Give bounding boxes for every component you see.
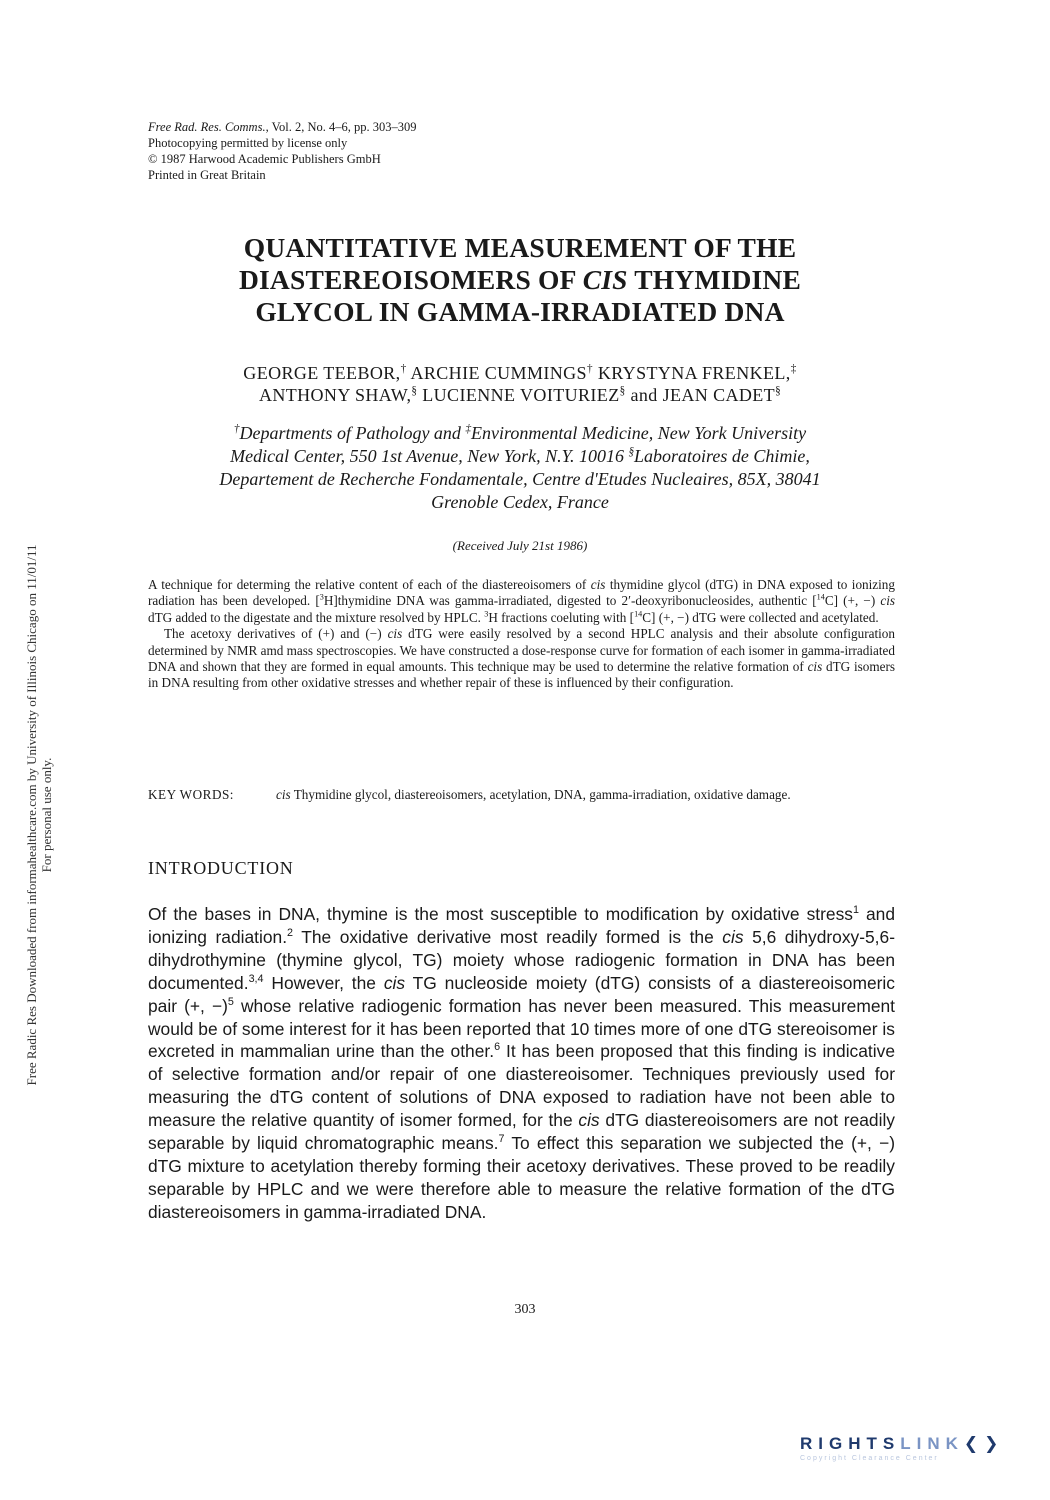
abstract-paragraph-2: The acetoxy derivatives of (+) and (−) cis dTG were easily resolved by a second HPLC analysis and their absolute configuration determined by NMR amd mass spectroscopies. We have constructed a dose-response curve for formation of each isomer in gamma-irradiated DNA and shown that they are formed in equal amounts. This technique may be used to determine the relative formation of cis dTG isomers in DNA resulting from other oxidative stresses and whether repair of these is influenced by their configuration. [148,626,895,691]
rightslink-arrow-icon: ❮❯ [963,1434,1005,1453]
watermark-line-1: Free Radic Res Downloaded from informahealthcare.com by University of Illinois Chicago on 11/01/11 [24,544,39,1086]
watermark-line-2: For personal use only. [39,757,54,873]
abstract [148,577,895,692]
author-cummings: ARCHIE CUMMINGS [406,363,587,383]
keywords-label: KEY WORDS: [148,787,234,802]
header-printed: Printed in Great Britain [148,168,266,182]
author-list: GEORGE TEEBOR,† ARCHIE CUMMINGS† KRYSTYNA FRENKEL,‡ ANTHONY SHAW,§ LUCIENNE VOITURIEZ§ and JEAN CADET§ [243,363,797,405]
abstract-paragraph-1: A technique for determing the relative content of each of the diastereoisomers of cis thymidine glycol (dTG) in DNA exposed to ionizing radiation has been developed. [$^3$H]thymidine DNA was gamma-irradiated, digested to 2′-deoxyribonucleosides, authentic [$^{14}$C] (+, −) cis dTG added to the digestate and the mixture resolved by HPLC. $^3$H fractions coeluting with [$^{14}$C] (+, −) dTG were collected and acetylated. [148,577,895,625]
page-number: 303 [514,1302,536,1317]
title-line-2: DIASTEREOISOMERS OF CIS THYMIDINE [238,264,802,295]
rightslink-logo: RIGHTSLINK❮❯ Copyright Clearance Center [800,1434,1028,1474]
author-cadet: and JEAN CADET [625,385,776,405]
affiliations: †Departments of Pathology and ‡Environmental Medicine, New York University Medical Center, 550 1st Avenue, New York, N.Y. 10016 §Laboratoires de Chimie, Departement de Recherche Fondamentale, Centre d'Etudes Nucleaires, 85X, 38041 Grenoble Cedex, France [219,423,821,512]
title-line-3: GLYCOL IN GAMMA-IRRADIATED DNA [255,296,785,327]
rightslink-subtitle: Copyright Clearance Center [800,1455,939,1462]
journal-name: Free Rad. Res. Comms. [148,120,266,134]
download-watermark [24,415,54,1215]
header-copyright: © 1987 Harwood Academic Publishers GmbH [148,152,381,166]
paper-title [100,232,940,328]
keywords [148,786,895,803]
received-date: (Received July 21st 1986) [452,538,588,553]
keywords-list: cis Thymidine glycol, diastereoisomers, acetylation, DNA, gamma-irradiation, oxidative damage. [276,787,791,802]
journal-volume: , Vol. 2, No. 4–6, pp. 303–309 [265,120,417,134]
title-line-1: QUANTITATIVE MEASUREMENT OF THE [243,232,797,263]
introduction-paragraph: Of the bases in DNA, thymine is the most susceptible to modification by oxidative stress$^1$ and ionizing radiation.$^2$ The oxidative derivative most readily formed is the cis 5,6 dihydroxy-5,6-dihydrothymine (thymine glycol, TG) moiety whose radiogenic formation in DNA has been documented.$^{3,4}$ However, the cis TG nucleoside moiety (dTG) consists of a diastereoisomeric pair (+, −)$^5$ whose relative radiogenic formation has never been measured. This measurement would be of some interest for it has been reported that 10 times more of one dTG stereoisomer is excreted in mammalian urine than the other.$^6$ It has been proposed that this finding is indicative of selective formation and/or repair of one diastereoisomer. Techniques previously used for measuring the dTG content of solutions of DNA exposed to radiation have not been able to measure the relative quantity of isomer formed, for the cis dTG diastereoisomers are not readily separable by liquid chromatographic means.$^7$ To effect this separation we subjected the (+, −) dTG mixture to acetylation thereby forming their acetoxy derivatives. These proved to be readily separable by HPLC and we were therefore able to measure the relative formation of the dTG diastereoisomers in gamma-irradiated DNA. [148,904,896,1222]
author-teebor: GEORGE TEEBOR, [243,363,401,383]
header-license: Photocopying permitted by license only [148,136,348,150]
author-frenkel: KRYSTYNA FRENKEL, [592,363,791,383]
author-shaw: ANTHONY SHAW, [258,385,412,405]
author-voituriez: LUCIENNE VOITURIEZ [417,385,620,405]
journal-header [148,119,417,183]
section-heading-introduction: INTRODUCTION [148,858,294,878]
